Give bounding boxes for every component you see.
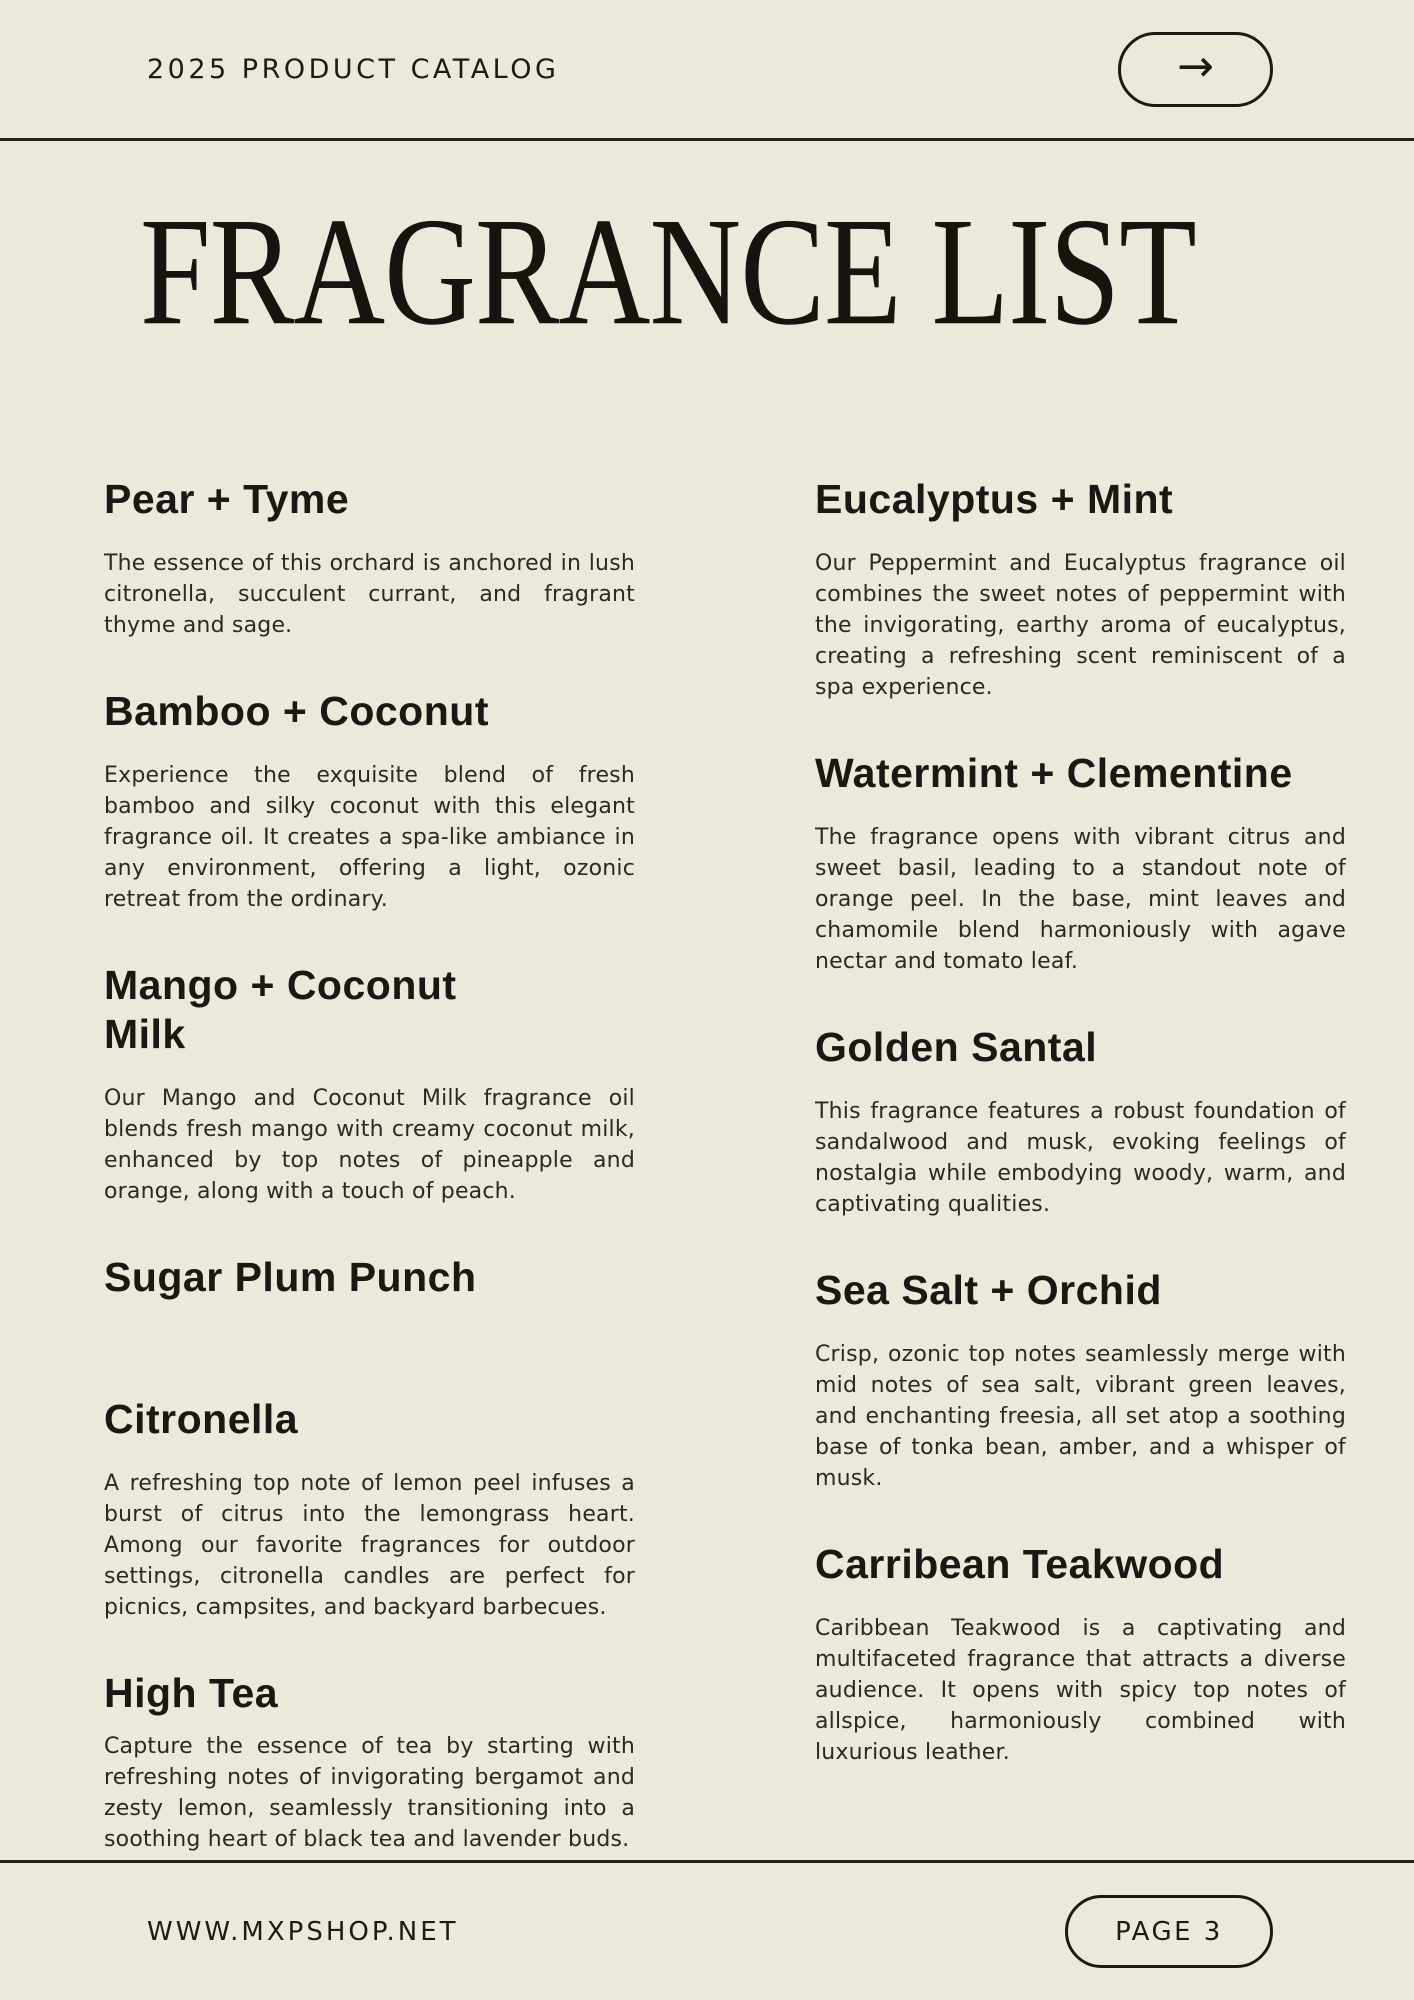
fragrance-entry: [104, 1669, 635, 1855]
fragrance-entry: [104, 1253, 635, 1302]
right-column: [815, 475, 1346, 1860]
fragrance-description: Our Peppermint and Eucalyptus fragrance oil combines the sweet notes of peppermint with the invigorating, earthy aroma of eucalyptus, creating a refreshing scent reminiscent of a spa experience.: [815, 551, 1346, 700]
arrow-right-icon: →: [1177, 41, 1214, 92]
fragrance-entry: [104, 961, 635, 1207]
fragrance-entry: [104, 1395, 635, 1623]
footer-bar: [0, 1860, 1414, 2000]
fragrance-description: A refreshing top note of lemon peel infuses a burst of citrus into the lemongrass heart. Among our favorite fragrances for outdoor settings, citronella candles are perfect for picnics, campsites, and backyard barbecues.: [104, 1471, 635, 1620]
fragrance-name: Pear + Tyme: [104, 476, 350, 522]
header-bar: [0, 0, 1414, 141]
website-link[interactable]: WWW.MXPSHOP.NET: [147, 1916, 459, 1947]
page-number-button[interactable]: PAGE 3: [1065, 1895, 1273, 1968]
fragrance-name: Sea Salt + Orchid: [815, 1267, 1162, 1313]
fragrance-description: The fragrance opens with vibrant citrus and sweet basil, leading to a standout note of orange peel. In the base, mint leaves and chamomile blend harmoniously with agave nectar and tomato leaf.: [815, 825, 1346, 974]
fragrance-name: Mango + Coconut Milk: [104, 962, 457, 1057]
fragrance-description: Caribbean Teakwood is a captivating and multifaceted fragrance that attracts a diverse audience. It opens with spicy top notes of allspice, harmoniously combined with luxurious leather.: [815, 1616, 1346, 1765]
fragrance-name: Carribean Teakwood: [815, 1541, 1225, 1587]
fragrance-description: The essence of this orchard is anchored in lush citronella, succulent currant, and fragrant thyme and sage.: [104, 551, 635, 638]
fragrance-description: Crisp, ozonic top notes seamlessly merge with mid notes of sea salt, vibrant green leaves, and enchanting freesia, all set atop a soothing base of tonka bean, amber, and a whisper of musk.: [815, 1342, 1346, 1491]
fragrance-name: Citronella: [104, 1396, 299, 1442]
fragrance-description: Experience the exquisite blend of fresh bamboo and silky coconut with this elegant fragrance oil. It creates a spa-like ambiance in any environment, offering a light, ozonic retreat from the ordinary.: [104, 763, 635, 912]
fragrance-entry: [815, 1540, 1346, 1768]
fragrance-entry: [815, 475, 1346, 703]
fragrance-description: Our Mango and Coconut Milk fragrance oil blends fresh mango with creamy coconut milk, enhanced by top notes of pineapple and orange, along with a touch of peach.: [104, 1086, 635, 1204]
fragrance-entry: [815, 749, 1346, 977]
fragrance-name: Sugar Plum Punch: [104, 1254, 477, 1300]
fragrance-columns: [0, 475, 1414, 1860]
main-content: [0, 141, 1414, 1860]
fragrance-entry: [815, 1266, 1346, 1494]
left-column: [104, 475, 635, 1860]
fragrance-description: This fragrance features a robust foundation of sandalwood and musk, evoking feelings of nostalgia while embodying woody, warm, and captivating qualities.: [815, 1099, 1346, 1217]
fragrance-name: Eucalyptus + Mint: [815, 476, 1174, 522]
fragrance-name: Golden Santal: [815, 1024, 1098, 1070]
fragrance-description: Capture the essence of tea by starting with refreshing notes of invigorating bergamot and zesty lemon, seamlessly transitioning into a soothing heart of black tea and lavender buds.: [104, 1734, 635, 1852]
page-title: FRAGRANCE LIST: [140, 185, 1196, 357]
fragrance-name: Watermint + Clementine: [815, 750, 1293, 796]
fragrance-entry: [104, 687, 635, 915]
catalog-label: 2025 PRODUCT CATALOG: [147, 53, 560, 85]
fragrance-entry: [104, 475, 635, 641]
next-page-button[interactable]: [1118, 32, 1273, 107]
fragrance-entry: [815, 1023, 1346, 1220]
fragrance-name: Bamboo + Coconut: [104, 688, 489, 734]
fragrance-name: High Tea: [104, 1670, 279, 1716]
